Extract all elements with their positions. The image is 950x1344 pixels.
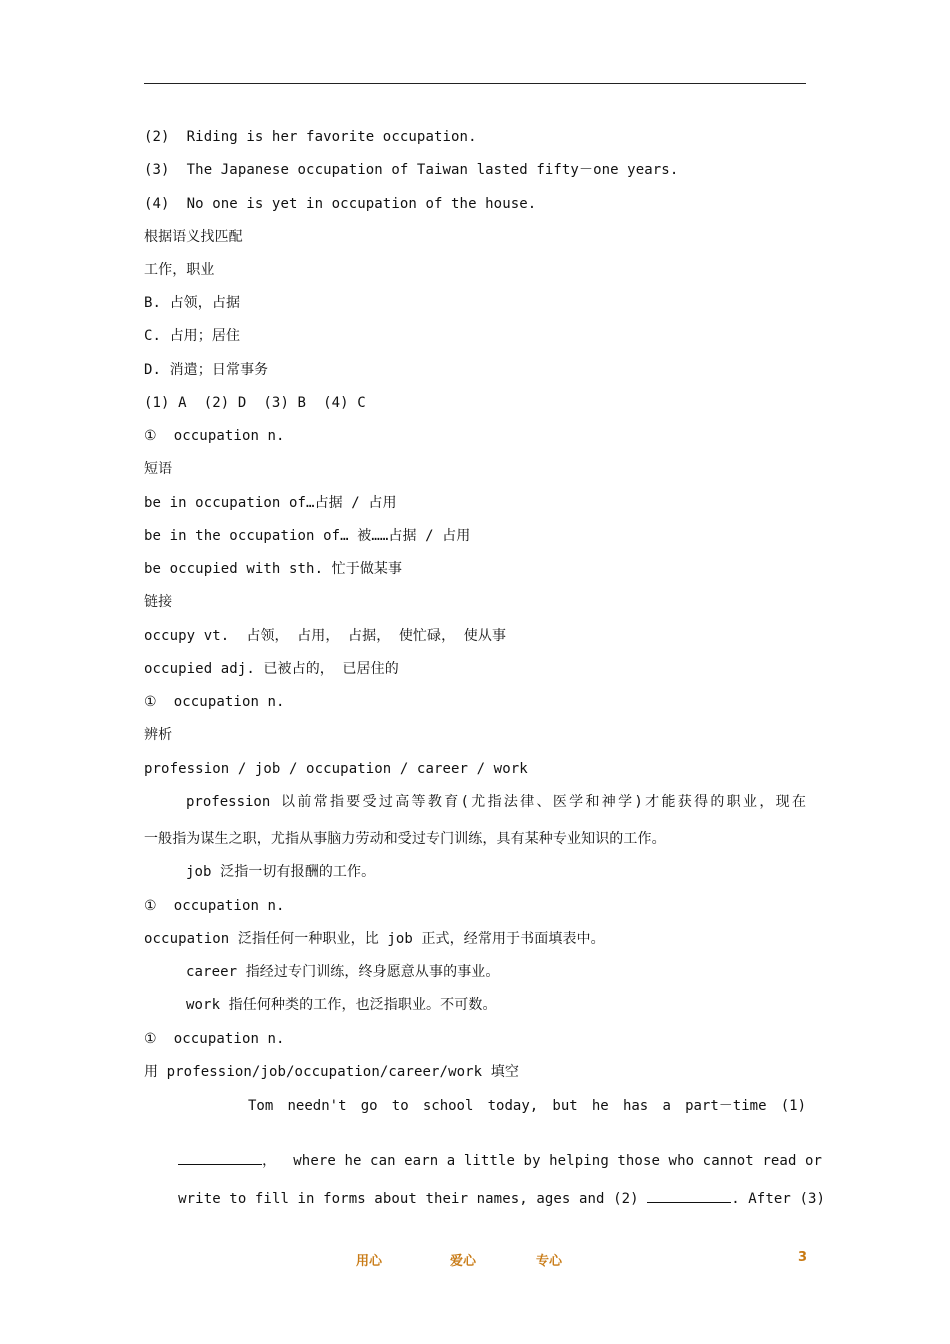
work-definition: work 指任何种类的工作，也泛指职业。不可数。 <box>186 997 497 1013</box>
meaning-a: 工作，职业 <box>144 262 215 278</box>
passage-line-3-text: write to fill in forms about their names, ages and (2) <box>178 1191 639 1207</box>
matching-heading: 根据语义找匹配 <box>144 229 243 245</box>
passage-line-3-end: . After (3) <box>731 1191 826 1207</box>
meaning-d: D. 消遣；日常事务 <box>144 362 269 378</box>
phrase-2: be in the occupation of… 被……占据 / 占用 <box>144 528 471 544</box>
footer-word-3: 专心 <box>536 1254 563 1269</box>
answer-blank-2[interactable] <box>647 1190 731 1203</box>
entry-marker: ① occupation n. <box>144 694 285 710</box>
passage-line-1: Tom needn't go to school today, but he has a part－time (1) <box>248 1098 806 1114</box>
phrase-1: be in occupation of…占据 / 占用 <box>144 495 397 511</box>
footer-word-2: 爱心 <box>450 1254 477 1269</box>
entry-marker: ① occupation n. <box>144 1031 285 1047</box>
example-sentence-3: (3) The Japanese occupation of Taiwan lasted fifty－one years. <box>144 162 679 178</box>
phrase-3: be occupied with sth. 忙于做某事 <box>144 561 403 577</box>
occupation-definition: occupation 泛指任何一种职业，比 job 正式，经常用于书面填表中。 <box>144 931 605 947</box>
answer-key: (1) A (2) D (3) B (4) C <box>144 395 366 411</box>
profession-definition-cont: 一般指为谋生之职，尤指从事脑力劳动和受过专门训练，具有某种专业知识的工作。 <box>144 831 666 847</box>
header-rule <box>144 83 806 84</box>
passage-line-3 <box>144 1172 826 1226</box>
page-number: 3 <box>798 1250 808 1265</box>
job-definition: job 泛指一切有报酬的工作。 <box>186 864 376 880</box>
analysis-heading: 辨析 <box>144 727 173 743</box>
example-sentence-4: (4) No one is yet in occupation of the house. <box>144 196 537 212</box>
answer-blank-1[interactable] <box>178 1152 262 1165</box>
meaning-b: B. 占领，占据 <box>144 295 241 311</box>
passage-line-2-text: ， where he can earn a little by helping those who cannot read or <box>262 1153 823 1169</box>
example-sentence-2: (2) Riding is her favorite occupation. <box>144 129 477 145</box>
career-definition: career 指经过专门训练，终身愿意从事的事业。 <box>186 964 500 980</box>
link-occupy: occupy vt. 占领， 占用， 占据， 使忙碌， 使从事 <box>144 628 507 644</box>
links-heading: 链接 <box>144 594 173 610</box>
fill-in-instruction: 用 profession/job/occupation/career/work 填空 <box>144 1064 519 1080</box>
footer-word-1: 用心 <box>356 1254 383 1269</box>
meaning-c: C. 占用；居住 <box>144 328 241 344</box>
profession-definition: profession 以前常指要受过高等教育(尤指法律、医学和神学)才能获得的职业，现在 <box>186 794 806 810</box>
entry-marker: ① occupation n. <box>144 898 285 914</box>
entry-marker: ① occupation n. <box>144 428 285 444</box>
phrases-heading: 短语 <box>144 461 173 477</box>
link-occupied: occupied adj. 已被占的， 已居住的 <box>144 661 399 677</box>
synonym-list: profession / job / occupation / career / work <box>144 761 528 777</box>
